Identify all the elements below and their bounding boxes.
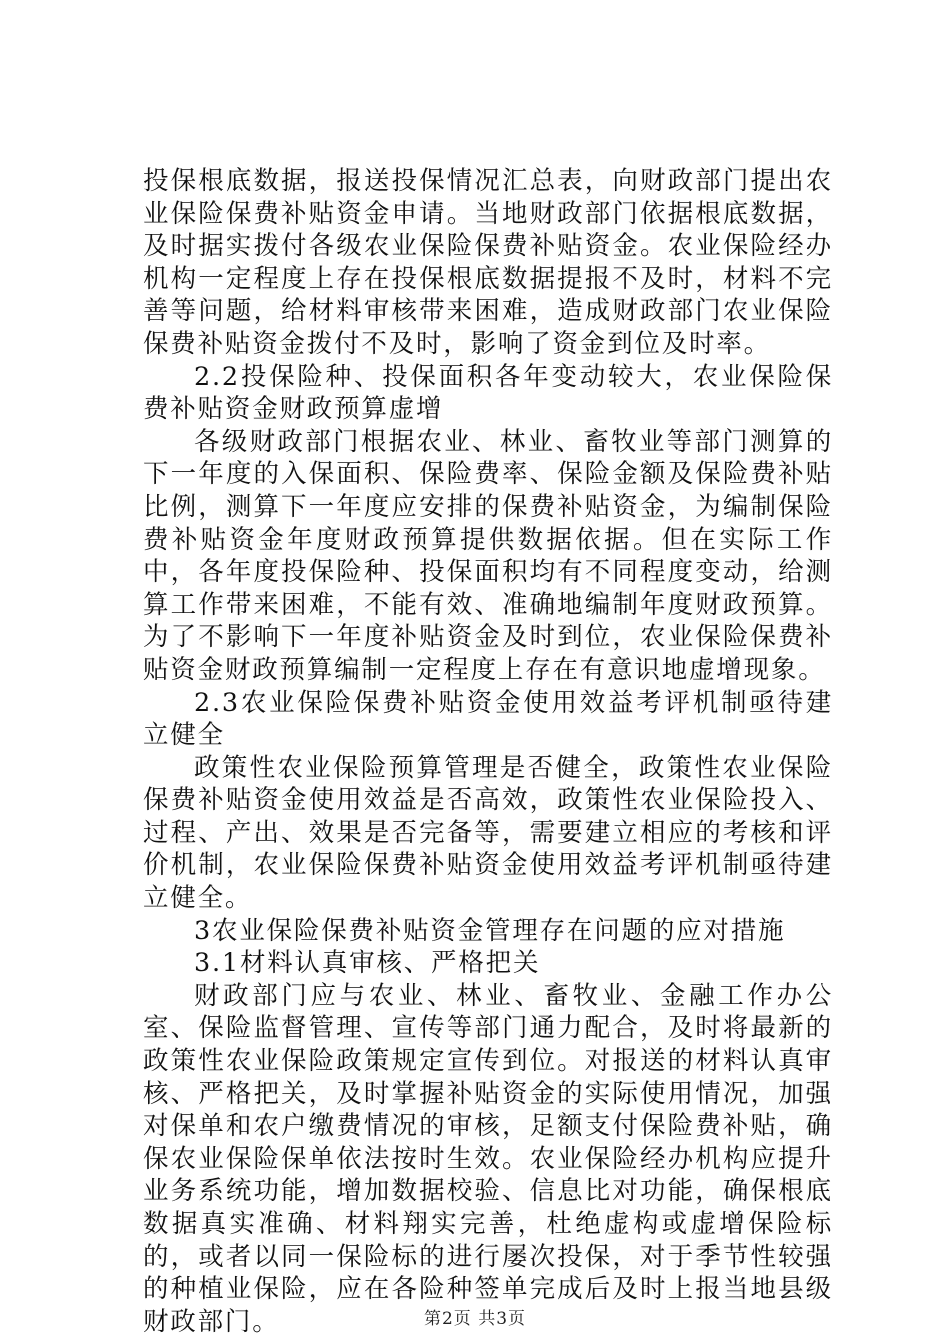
paragraph-2: 各级财政部门根据农业、林业、畜牧业等部门测算的下一年度的入保面积、保险费率、保险金额及保险费补贴比例，测算下一年度应安排的保费补贴资金，为编制保险费补贴资金年度财政预算提供数据依据。但在实际工作中，各年度投保险种、投保面积均有不同程度变动，给测算工作带来困难，不能有效、准确地编制年度财政预算。为了不影响下一年度补贴资金及时到位，农业保险保费补贴资金财政预算编制一定程度上存在有意识地虚增现象。 xyxy=(143,426,833,685)
section-heading-2-3: 2.3农业保险保费补贴资金使用效益考评机制亟待建立健全 xyxy=(143,687,833,751)
paragraph-4: 财政部门应与农业、林业、畜牧业、金融工作办公室、保险监督管理、宣传等部门通力配合，及时将最新的政策性农业保险政策规定宣传到位。对报送的材料认真审核、严格把关，及时掌握补贴资金的实际使用情况，加强对保单和农户缴费情况的审核，足额支付保险费补贴，确保农业保险保单依法按时生效。农业保险经办机构应提升业务系统功能，增加数据校验、信息比对功能，确保根底数据真实准确、材料翔实完善，杜绝虚构或虚增保险标的，或者以同一保险标的进行屡次投保，对于季节性较强的种植业保险，应在各险种签单完成后及时上报当地县级财政部门。 xyxy=(143,980,833,1337)
paragraph-3: 政策性农业保险预算管理是否健全，政策性农业保险保费补贴资金使用效益是否高效，政策性农业保险投入、过程、产出、效果是否完备等，需要建立相应的考核和评价机制，农业保险保费补贴资金使用效益考评机制亟待建立健全。 xyxy=(143,752,833,914)
section-heading-3: 3农业保险保费补贴资金管理存在问题的应对措施 xyxy=(194,915,786,946)
page-footer: 第2页 共3页 xyxy=(423,1309,527,1329)
document-body xyxy=(143,165,833,1338)
section-heading-3-1: 3.1材料认真审核、严格把关 xyxy=(194,948,541,979)
section-heading-2-2: 2.2投保险种、投保面积各年变动较大，农业保险保费补贴资金财政预算虚增 xyxy=(143,361,833,425)
paragraph-1: 投保根底数据，报送投保情况汇总表，向财政部门提出农业保险保费补贴资金申请。当地财政部门依据根底数据，及时据实拨付各级农业保险保费补贴资金。农业保险经办机构一定程度上存在投保根底数据提报不及时，材料不完善等问题，给材料审核带来困难，造成财政部门农业保险保费补贴资金拨付不及时，影响了资金到位及时率。 xyxy=(143,166,833,359)
